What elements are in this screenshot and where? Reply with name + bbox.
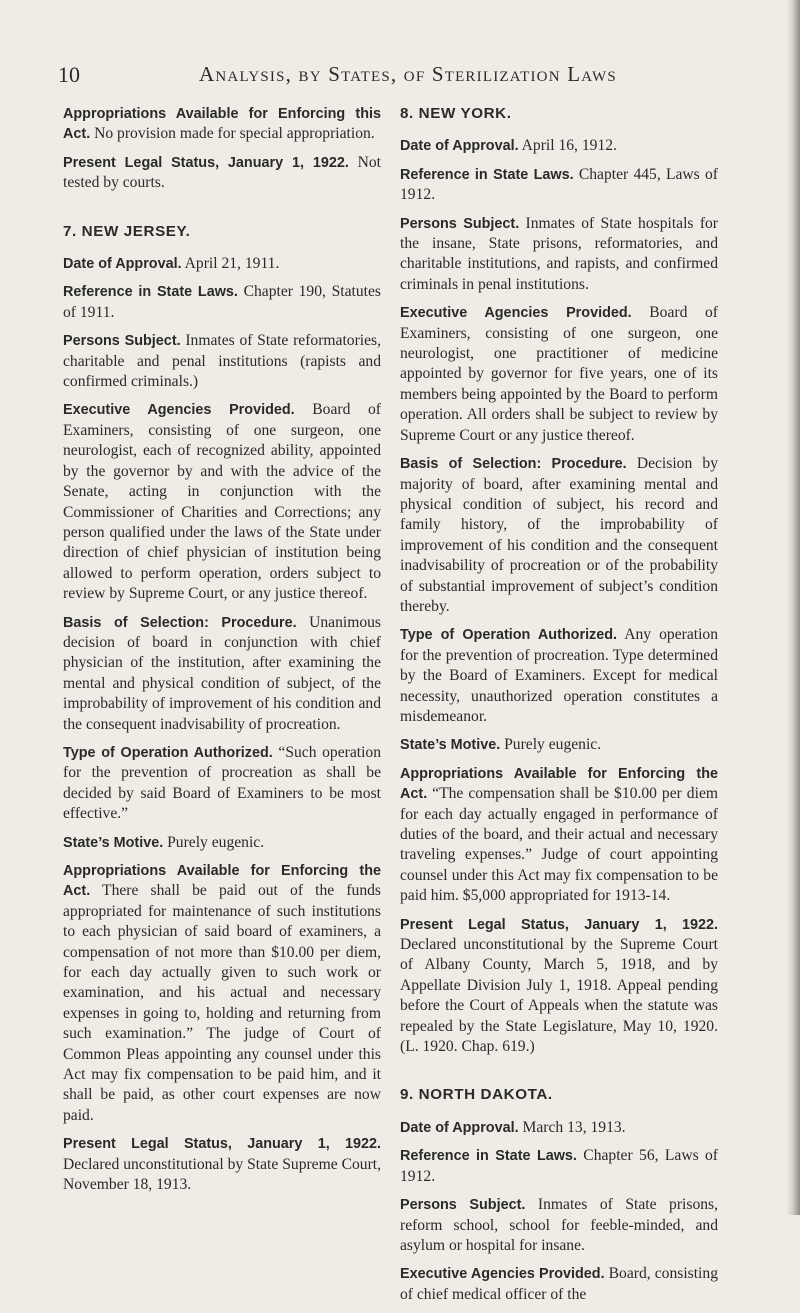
paragraph-lead: Present Legal Status, January 1, 1922. [63, 1136, 381, 1153]
paragraph-reference [400, 165, 718, 206]
paragraph-lead: Date of Approval. [400, 1119, 519, 1136]
paragraph-appropriations [63, 861, 381, 1126]
paragraph-text: Purely eugenic. [163, 833, 265, 851]
paragraph-lead: State’s Motive. [63, 834, 164, 851]
paragraph-lead: Persons Subject. [63, 333, 181, 350]
paragraph-type-of-operation [400, 625, 718, 727]
paragraph-lead: Appropriations Available for Enforcing this Act. [63, 106, 381, 143]
paragraph-lead: Basis of Selection: Procedure. [400, 456, 627, 473]
paragraph-lead: Persons Subject. [400, 1197, 526, 1214]
paragraph-type-of-operation [63, 743, 381, 825]
paragraph-reference [63, 282, 381, 323]
paragraph-legal-status [63, 153, 381, 194]
paragraph-lead: Reference in State Laws. [63, 284, 238, 301]
paragraph-date-of-approval [63, 254, 381, 274]
paragraph-lead: Executive Agencies Provided. [400, 1266, 605, 1283]
paragraph-lead: Present Legal Status, January 1, 1922. [400, 916, 718, 933]
paragraph-states-motive [400, 735, 718, 755]
paragraph-lead: Executive Agencies Provided. [63, 402, 295, 419]
paragraph-text: Board of Examiners, consisting of one surgeon, one neurologist, each of recognized ability, appointed by the governor by and with the advice of the Senate, acting in conjunction with the Commissioner of Charities and Corrections; any person qualified under the laws of the State under direction of chief physician of institution being allowed to perform operation, orders subject to review by Supreme Court, or any justice thereof. [63, 401, 381, 603]
paragraph-text: Chapter 56, Laws of 1912. [400, 1147, 718, 1185]
right-column [400, 104, 718, 1313]
paragraph-persons-subject [63, 331, 381, 392]
paragraph-basis-of-selection [400, 454, 718, 617]
paragraph-basis-of-selection [63, 613, 381, 735]
paragraph-lead: Date of Approval. [400, 138, 519, 155]
paragraph-lead: Date of Approval. [63, 256, 182, 273]
paragraph-lead: Reference in State Laws. [400, 1148, 577, 1165]
page-header [58, 62, 778, 92]
paragraph-reference [400, 1146, 718, 1187]
paragraph-text: Purely eugenic. [500, 736, 602, 754]
paragraph-date-of-approval [400, 1118, 718, 1138]
paragraph-text: March 13, 1913. [518, 1118, 626, 1136]
paragraph-lead: Type of Operation Authorized. [63, 744, 273, 761]
paragraph-lead: State’s Motive. [400, 737, 501, 754]
paragraph-persons-subject [400, 214, 718, 296]
running-title: Analysis, by States, of Sterilization Laws [199, 62, 617, 86]
paragraph-text: There shall be paid out of the funds appropriated for maintenance of such institutions to each physician of said board of examiners, a compensation of not more than $10.00 per diem, for each day actually given to such work or examination, and his actual and necessary expenses in going to, holding and returning from such examination.” The judge of Court of Common Pleas appointing any counsel under this Act may fix compensation to be paid him, and it shall be paid, as other court expenses are now paid. [63, 882, 381, 1124]
paragraph-text: Declared unconstitutional by the Supreme Court of Albany County, March 5, 1918, and by Appellate Division July 1, 1918. Appeal pending before the Court of Appeals when the statute was repealed by the State Legislature, May 10, 1920. (L. 1920. Chap. 619.) [400, 936, 718, 1056]
paragraph-lead: Present Legal Status, January 1, 1922. [63, 154, 349, 171]
paragraph-lead: Appropriations Available for Enforcing the Act. [63, 863, 381, 900]
paragraph-text: Unanimous decision of board in conjunction with chief physician of the institution, after examining the mental and physical condition of subject, of the improbability of improvement of his condition and the consequent inadvisability of procreation. [63, 613, 381, 733]
paragraph-lead: Appropriations Available for Enforcing the Act. [400, 765, 718, 803]
paragraph-lead: Basis of Selection: Procedure. [63, 614, 297, 631]
section-heading-north-dakota: 9. NORTH DAKOTA. [400, 1086, 553, 1104]
paragraph-text: “The compensation shall be $10.00 per diem for each day actually engaged in performance of duties of the board, and their actual and necessary traveling expenses.” Judge of court appointing counsel under this Act may fix compensation to be paid him. $5,000 appropriated for 1913-14. [400, 785, 718, 905]
paragraph-lead: Type of Operation Authorized. [400, 627, 618, 644]
left-column [63, 104, 381, 1204]
paragraph-text: Declared unconstitutional by State Supreme Court, November 18, 1913. [63, 1155, 381, 1194]
page-number: 10 [58, 62, 80, 87]
paragraph-text: Inmates of State hospitals for the insane, State prisons, reformatories, and charitable institutions, and rapists, and confirmed criminals in penal institutions. [400, 214, 719, 293]
paragraph-executive-agencies [63, 400, 381, 604]
page-edge-shadow [786, 0, 800, 1215]
paragraph-text: Inmates of State reformatories, charitable and penal institutions (rapists and confirmed criminals.) [63, 332, 381, 391]
paragraph-text: Not tested by courts. [63, 153, 381, 192]
paragraph-lead: Executive Agencies Provided. [400, 305, 632, 322]
paragraph-text: “Such operation for the prevention of procreation as shall be decided by said Board of Examiners to be most effective.” [63, 743, 382, 823]
paragraph-text: Board, consisting of chief medical officer of the [400, 1265, 718, 1303]
paragraph-appropriations [63, 104, 381, 145]
paragraph-appropriations [400, 764, 718, 907]
paragraph-date-of-approval [400, 136, 718, 156]
paragraph-executive-agencies [400, 303, 718, 446]
paragraph-text: Any operation for the prevention of procreation. Type determined by the Board of Examiners. Except for medical necessity, unauthorized operation constitutes a misdemeanor. [400, 626, 718, 725]
paragraph-persons-subject [400, 1195, 718, 1256]
paragraph-executive-agencies [400, 1264, 718, 1305]
paragraph-text: Decision by majority of board, after examining mental and physical condition of subject, his record and family history, of the improbability of improvement of his condition and the consequent inadvisability of procreation or of the probability of substantial improvement of subject’s condition thereby. [400, 455, 718, 615]
paragraph-lead: Reference in State Laws. [400, 166, 574, 183]
paragraph-legal-status [63, 1134, 381, 1195]
paragraph-text: Chapter 190, Statutes of 1911. [63, 283, 381, 321]
paragraph-states-motive [63, 833, 381, 853]
section-heading-new-york: 8. NEW YORK. [400, 105, 512, 122]
paragraph-text: No provision made for special appropriation. [90, 125, 375, 143]
paragraph-text: April 21, 1911. [181, 255, 280, 273]
paragraph-text: Inmates of State prisons, reform school, school for feeble-minded, and asylum or hospital for insane. [400, 1196, 719, 1254]
paragraph-lead: Persons Subject. [400, 215, 520, 232]
paragraph-legal-status [400, 915, 718, 1058]
paragraph-text: Chapter 445, Laws of 1912. [400, 165, 718, 204]
section-heading-new-jersey: 7. NEW JERSEY. [63, 222, 191, 240]
paragraph-text: Board of Examiners, consisting of one surgeon, one neurologist, one practitioner of medicine appointed by governor for five years, one of its members being appointed by the Board to perform operation. All orders shall be subject to review by Supreme Court or any justice thereof. [400, 304, 718, 444]
paragraph-text: April 16, 1912. [518, 137, 617, 155]
